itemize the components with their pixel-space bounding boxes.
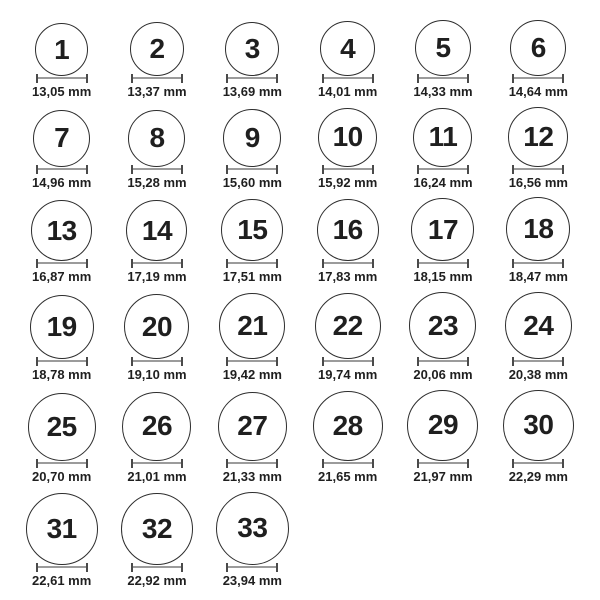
ring-size-cell [223,109,282,190]
diameter-measure-line [226,459,278,468]
ring-circle [33,110,90,167]
ring-size-number: 10 [332,121,363,153]
diameter-measure-line [512,74,564,83]
ring-size-number: 25 [46,410,77,442]
ring-circle [124,294,189,359]
ring-diameter-label: 20,70 mm [32,468,92,484]
ring-diameter-label: 21,97 mm [413,468,473,484]
diameter-measure-line [131,74,183,83]
ring-size-number: 22 [332,310,363,342]
ring-size-number: 28 [332,409,363,441]
diameter-measure-line [512,165,564,174]
ring-size-cell [413,20,472,99]
ring-circle [413,108,472,167]
ring-size-number: 16 [332,214,363,246]
ring-size-cell [121,493,193,588]
ring-size-cell [413,108,472,190]
ring-circle [31,200,92,261]
diameter-measure-line [36,459,88,468]
diameter-measure-line [417,74,469,83]
ring-size-number: 8 [149,122,165,154]
ring-size-number: 27 [237,410,268,442]
ring-circle [503,390,574,461]
ring-diameter-label: 21,33 mm [222,468,282,484]
ring-size-number: 31 [46,512,77,544]
ring-size-number: 21 [237,310,268,342]
ring-size-number: 2 [149,33,165,64]
ring-circle [506,197,570,261]
ring-size-number: 20 [141,310,173,342]
ring-size-number: 12 [523,120,554,152]
ring-circle [505,292,572,359]
ring-circle [508,107,568,167]
diameter-measure-line [417,357,469,366]
ring-diameter-label: 16,24 mm [413,174,473,190]
ring-size-cell [508,107,568,190]
ring-circle [128,110,185,167]
ring-size-number: 26 [141,410,173,442]
diameter-measure-line [226,357,278,366]
ring-size-cell [32,110,91,190]
ring-diameter-label: 21,65 mm [318,468,378,484]
ring-diameter-label: 14,96 mm [32,174,92,190]
ring-size-cell [503,390,574,484]
ring-size-number: 9 [244,121,260,153]
diameter-measure-line [226,259,278,268]
diameter-measure-line [131,259,183,268]
ring-circle [122,392,191,461]
diameter-measure-line [36,357,88,366]
diameter-measure-line [417,459,469,468]
ring-circle [216,492,289,565]
ring-size-number: 3 [244,33,260,64]
ring-size-number: 24 [523,309,554,341]
ring-diameter-label: 19,74 mm [318,367,378,383]
diameter-measure-line [131,459,183,468]
diameter-measure-line [131,563,183,572]
diameter-measure-line [322,259,374,268]
diameter-measure-line [417,165,469,174]
ring-diameter-label: 15,92 mm [318,174,378,190]
diameter-measure-line [322,459,374,468]
ring-circle [407,390,478,461]
ring-size-cell [313,391,383,484]
ring-size-cell [411,198,474,284]
ring-diameter-label: 20,38 mm [508,367,568,383]
diameter-measure-line [512,459,564,468]
ring-circle [126,200,187,261]
ring-diameter-label: 15,60 mm [222,174,282,190]
ring-size-cell [219,293,285,382]
ring-diameter-label: 13,69 mm [222,84,282,99]
ring-size-cell [127,22,186,99]
ring-diameter-label: 14,33 mm [413,84,473,99]
ring-circle [30,295,94,359]
ring-size-cell [126,200,187,284]
ring-size-number: 30 [523,409,554,441]
ring-size-cell [315,293,381,382]
ring-size-cell [221,199,283,284]
ring-diameter-label: 17,51 mm [222,269,282,285]
ring-circle [318,108,377,167]
ring-size-cell [509,20,568,99]
ring-circle [219,293,285,359]
ring-diameter-label: 13,05 mm [32,84,92,99]
ring-size-number: 17 [427,213,459,245]
ring-circle [121,493,193,565]
ring-diameter-label: 22,92 mm [127,572,187,588]
ring-size-cell [218,392,287,484]
ring-size-cell [407,390,478,484]
diameter-measure-line [322,357,374,366]
ring-diameter-label: 15,28 mm [127,174,187,190]
diameter-measure-line [36,74,88,83]
ring-size-number: 18 [523,213,554,245]
ring-size-number: 7 [54,122,70,154]
ring-diameter-label: 19,10 mm [127,367,187,383]
diameter-measure-line [36,259,88,268]
ring-size-cell [127,110,186,190]
ring-size-cell [505,292,572,382]
ring-size-number: 6 [530,32,546,63]
ring-size-cell [317,199,379,284]
ring-size-number: 29 [427,409,459,441]
ring-size-number: 32 [141,512,173,544]
diameter-measure-line [512,357,564,366]
ring-size-cell [318,21,377,99]
ring-diameter-label: 19,42 mm [222,367,282,383]
ring-size-number: 14 [141,214,173,246]
ring-circle [35,23,88,76]
ring-size-cell [216,492,289,588]
ring-size-number: 33 [237,512,268,544]
ring-size-cell [506,197,570,284]
ring-size-number: 15 [237,214,268,246]
ring-diameter-label: 17,19 mm [127,269,187,285]
ring-circle [28,393,96,461]
ring-diameter-label: 22,61 mm [32,572,92,588]
ring-circle [225,22,279,76]
ring-circle [218,392,287,461]
diameter-measure-line [512,259,564,268]
ring-circle [411,198,474,261]
ring-size-cell [28,393,96,484]
ring-circle [415,20,471,76]
ring-size-cell [26,493,98,588]
ring-circle [26,493,98,565]
diameter-measure-line [226,563,278,572]
ring-diameter-label: 18,47 mm [508,269,568,285]
ring-circle [409,292,476,359]
ring-circle [313,391,383,461]
ring-diameter-label: 20,06 mm [413,367,473,383]
ring-size-number: 23 [427,309,459,341]
ring-diameter-label: 18,15 mm [413,269,473,285]
ring-diameter-label: 21,01 mm [127,468,187,484]
diameter-measure-line [322,165,374,174]
ring-diameter-label: 16,56 mm [508,174,568,190]
ring-diameter-label: 14,64 mm [508,84,568,99]
ring-size-cell [318,108,377,190]
ring-size-cell [223,22,282,99]
ring-size-cell [32,23,91,99]
diameter-measure-line [226,165,278,174]
ring-size-cell [122,392,191,484]
diameter-measure-line [131,357,183,366]
ring-circle [510,20,566,76]
ring-diameter-label: 13,37 mm [127,84,187,99]
ring-size-number: 4 [340,32,356,64]
ring-size-cell [124,294,189,382]
ring-size-cell [30,295,94,382]
diameter-measure-line [131,165,183,174]
ring-circle [320,21,375,76]
ring-size-number: 19 [46,311,77,343]
diameter-measure-line [226,74,278,83]
diameter-measure-line [36,563,88,572]
ring-diameter-label: 18,78 mm [32,367,92,383]
ring-size-number: 1 [54,33,70,65]
ring-diameter-label: 22,29 mm [508,468,568,484]
ring-diameter-label: 16,87 mm [32,269,92,285]
ring-circle [221,199,283,261]
ring-circle [223,109,281,167]
ring-diameter-label: 17,83 mm [318,269,378,285]
ring-size-cell [409,292,476,382]
ring-size-cell [31,200,92,284]
ring-size-number: 11 [428,121,458,153]
ring-diameter-label: 14,01 mm [318,84,378,99]
ring-diameter-label: 23,94 mm [222,572,282,588]
diameter-measure-line [417,259,469,268]
ring-size-number: 5 [435,32,451,63]
diameter-measure-line [36,165,88,174]
ring-circle [317,199,379,261]
ring-circle [315,293,381,359]
ring-circle [130,22,184,76]
diameter-measure-line [322,74,374,83]
ring-size-number: 13 [46,214,77,246]
